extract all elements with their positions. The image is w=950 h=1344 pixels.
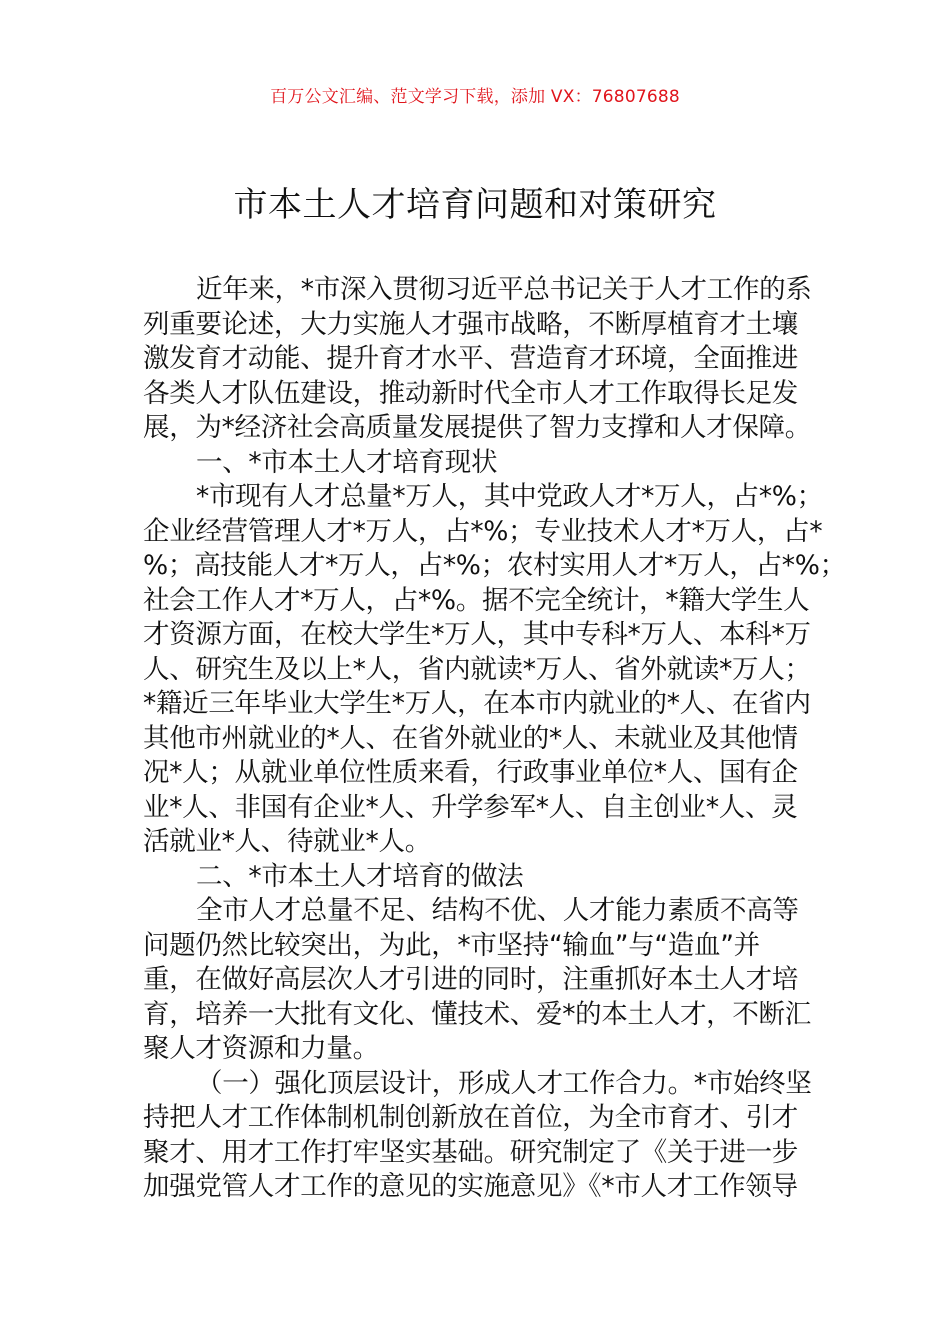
paragraph-line: 才资源方面，在校大学生*万人，其中专科*万人、本科*万 xyxy=(143,619,811,650)
paragraph-line: 社会工作人才*万人，占*%。据不完全统计，*籍大学生人 xyxy=(143,584,810,616)
paragraph-line: 活就业*人、待就业*人。 xyxy=(143,826,431,857)
paragraph-line: 企业经营管理人才*万人，占*%；专业技术人才*万人，占* xyxy=(143,515,823,547)
paragraph-line: 各类人才队伍建设，推动新时代全市人才工作取得长足发 xyxy=(143,377,798,409)
paragraph-line: （一）强化顶层设计，形成人才工作合力。*市始终坚 xyxy=(196,1067,812,1099)
paragraph-line: 激发育才动能、提升育才水平、营造育才环境，全面推进 xyxy=(143,343,798,374)
paragraph-line: 其他市州就业的*人、在省外就业的*人、未就业及其他情 xyxy=(143,722,798,754)
paragraph-line: 聚才、用才工作打牢坚实基础。研究制定了《关于进一步 xyxy=(143,1136,798,1168)
paragraph-line: 聚人才资源和力量。 xyxy=(143,1033,379,1064)
section-heading: 一、*市本土人才培育现状 xyxy=(196,446,498,478)
section-heading: 二、*市本土人才培育的做法 xyxy=(196,860,524,892)
paragraph-line: 展，为*经济社会高质量发展提供了智力支撑和人才保障。 xyxy=(143,412,811,443)
paragraph-line: 育，培养一大批有文化、懂技术、爱*的本土人才，不断汇 xyxy=(143,998,811,1030)
paragraph-line: 人、研究生及以上*人，省内就读*万人、省外就读*万人； xyxy=(143,653,811,685)
watermark-banner: 百万公文汇编、范文学习下载，添加 VX：76807688 xyxy=(270,87,680,107)
document-title: 市本土人才培育问题和对策研究 xyxy=(233,185,717,225)
paragraph-line: 全市人才总量不足、结构不优、人才能力素质不高等 xyxy=(196,895,799,926)
paragraph-line: *市现有人才总量*万人，其中党政人才*万人，占*%； xyxy=(196,481,823,512)
paragraph-line: 列重要论述，大力实施人才强市战略，不断厚植育才土壤 xyxy=(143,308,798,340)
paragraph-line: 业*人、非国有企业*人、升学参军*人、自主创业*人、灵 xyxy=(143,791,798,823)
paragraph-line: 持把人才工作体制机制创新放在首位，为全市育才、引才 xyxy=(143,1102,798,1133)
paragraph-line: 况*人；从就业单位性质来看，行政事业单位*人、国有企 xyxy=(143,757,798,788)
document-body xyxy=(143,273,846,1205)
paragraph-line: 问题仍然比较突出，为此，*市坚持“输血”与“造血”并 xyxy=(143,929,760,961)
paragraph-line: 近年来，*市深入贯彻习近平总书记关于人才工作的系 xyxy=(196,274,812,305)
paragraph-line: *籍近三年毕业大学生*万人，在本市内就业的*人、在省内 xyxy=(143,688,811,719)
paragraph-line: 加强党管人才工作的意见的实施意见》《*市人才工作领导 xyxy=(143,1171,798,1202)
paragraph-line: 重，在做好高层次人才引进的同时，注重抓好本土人才培 xyxy=(143,964,798,995)
paragraph-line: %；高技能人才*万人，占*%；农村实用人才*万人，占*%； xyxy=(143,550,846,581)
